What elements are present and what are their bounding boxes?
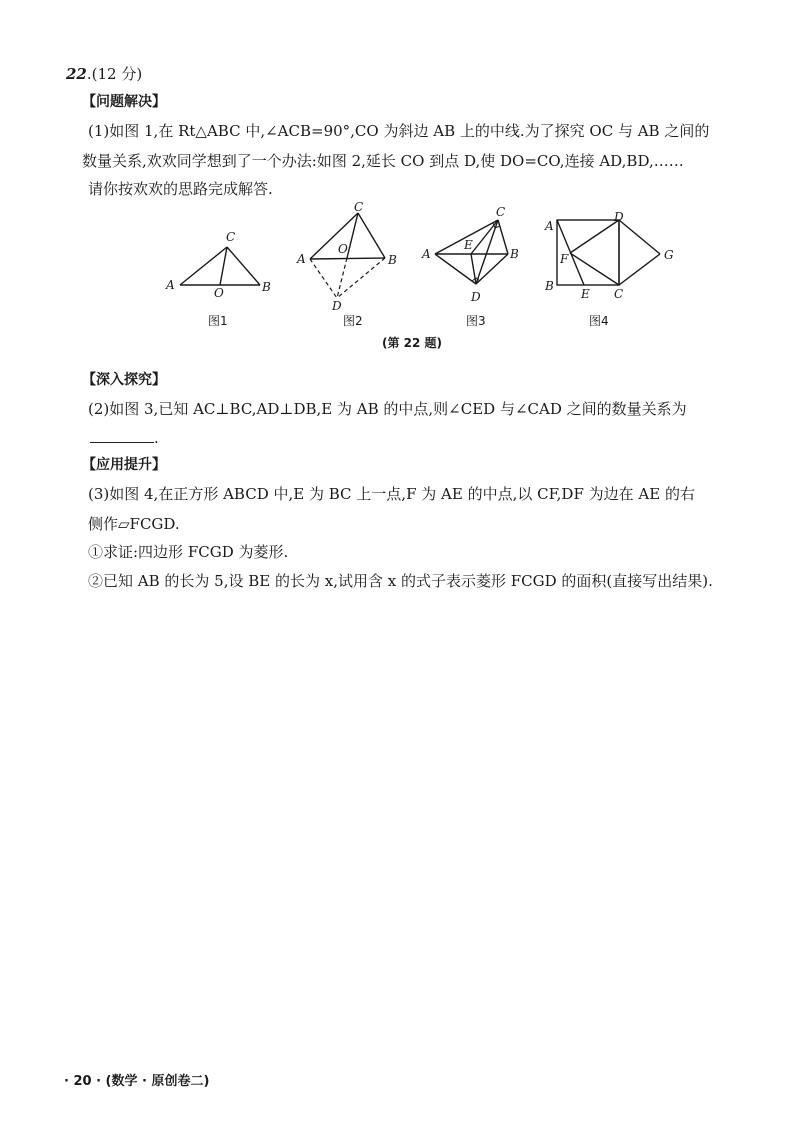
figure-group-title: (第 22 题) <box>382 336 443 350</box>
figure-1-caption: 图1 <box>208 314 228 328</box>
fig2-segment-ac <box>310 213 358 259</box>
question-points: .(12 分) <box>86 65 143 83</box>
fig4-segment-dg <box>619 220 660 254</box>
fig4-label-b: B <box>545 279 554 293</box>
question-number-value: 22 <box>66 65 87 83</box>
fig2-segment-bd <box>337 258 385 298</box>
fig3-label-e: E <box>464 238 473 252</box>
figure-2 <box>290 200 410 315</box>
fig4-label-c: C <box>614 287 624 301</box>
section-heading-application: 【应用提升】 <box>82 457 166 473</box>
section-heading-deep-exploration: 【深入探究】 <box>82 372 166 388</box>
fig2-label-d: D <box>332 299 342 313</box>
answer-blank[interactable] <box>90 442 154 443</box>
fig1-label-b: B <box>262 280 271 294</box>
section1-line3: 请你按欢欢的思路完成解答. <box>88 180 273 198</box>
fig1-label-c: C <box>226 230 236 244</box>
fig2-segment-co <box>347 213 358 258</box>
section3-item2: ②已知 AB 的长为 5,设 BE 的长为 x,试用含 x 的式子表示菱形 FCGD 的面积(直接写出结果). <box>88 572 713 590</box>
section1-line2: 数量关系,欢欢同学想到了一个办法:如图 2,延长 CO 到点 D,使 DO=CO,连接 AD,BD,…… <box>82 152 684 170</box>
fig2-segment-cb <box>358 213 385 258</box>
figure-3-caption: 图3 <box>466 314 486 328</box>
fig4-label-e: E <box>581 287 590 301</box>
fig2-label-o: O <box>338 242 348 256</box>
fig3-label-c: C <box>496 205 506 219</box>
section1-line1: (1)如图 1,在 Rt△ABC 中,∠ACB=90°,CO 为斜边 AB 上的中线.为了探究 OC 与 AB 之间的 <box>88 122 710 140</box>
fig4-segment-fd <box>570 220 619 253</box>
fig3-label-a: A <box>422 247 431 261</box>
fig4-segment-cg <box>619 254 660 285</box>
fig2-label-a: A <box>297 252 306 266</box>
question-number <box>66 64 142 84</box>
figure-3 <box>420 205 525 310</box>
fig2-segment-ad <box>310 259 337 298</box>
fig2-label-b: B <box>388 253 397 267</box>
section-heading-problem-solving: 【问题解决】 <box>82 94 166 110</box>
fig4-label-a: A <box>545 219 554 233</box>
fig1-segment-bc <box>227 247 260 285</box>
fig2-label-c: C <box>354 200 364 214</box>
section3-line2: 侧作▱FCGD. <box>88 515 180 533</box>
fig3-segment-cb <box>498 220 508 254</box>
fig4-label-f: F <box>560 252 569 266</box>
figure-4 <box>540 210 685 305</box>
fig1-segment-ac <box>180 247 227 285</box>
section2-line1: (2)如图 3,已知 AC⊥BC,AD⊥DB,E 为 AB 的中点,则∠CED 与∠CAD 之间的数量关系为 <box>88 400 687 418</box>
figure-4-caption: 图4 <box>589 314 609 328</box>
fig1-label-o: O <box>214 286 224 300</box>
fig2-segment-od <box>337 258 347 298</box>
fig3-label-d: D <box>471 290 481 304</box>
fig4-label-d: D <box>614 210 624 224</box>
answer-blank-period: . <box>154 429 159 447</box>
fig3-segment-ad <box>435 254 476 284</box>
fig4-label-g: G <box>664 248 674 262</box>
section3-item1: ①求证:四边形 FCGD 为菱形. <box>88 543 289 561</box>
figure-1 <box>160 225 280 305</box>
section3-line1: (3)如图 4,在正方形 ABCD 中,E 为 BC 上一点,F 为 AE 的中点,以 CF,DF 为边在 AE 的右 <box>88 485 695 503</box>
page-footer: · 20 · (数学 · 原创卷二) <box>64 1074 210 1089</box>
figure-2-caption: 图2 <box>343 314 363 328</box>
fig3-label-b: B <box>510 247 519 261</box>
fig1-label-a: A <box>166 278 175 292</box>
